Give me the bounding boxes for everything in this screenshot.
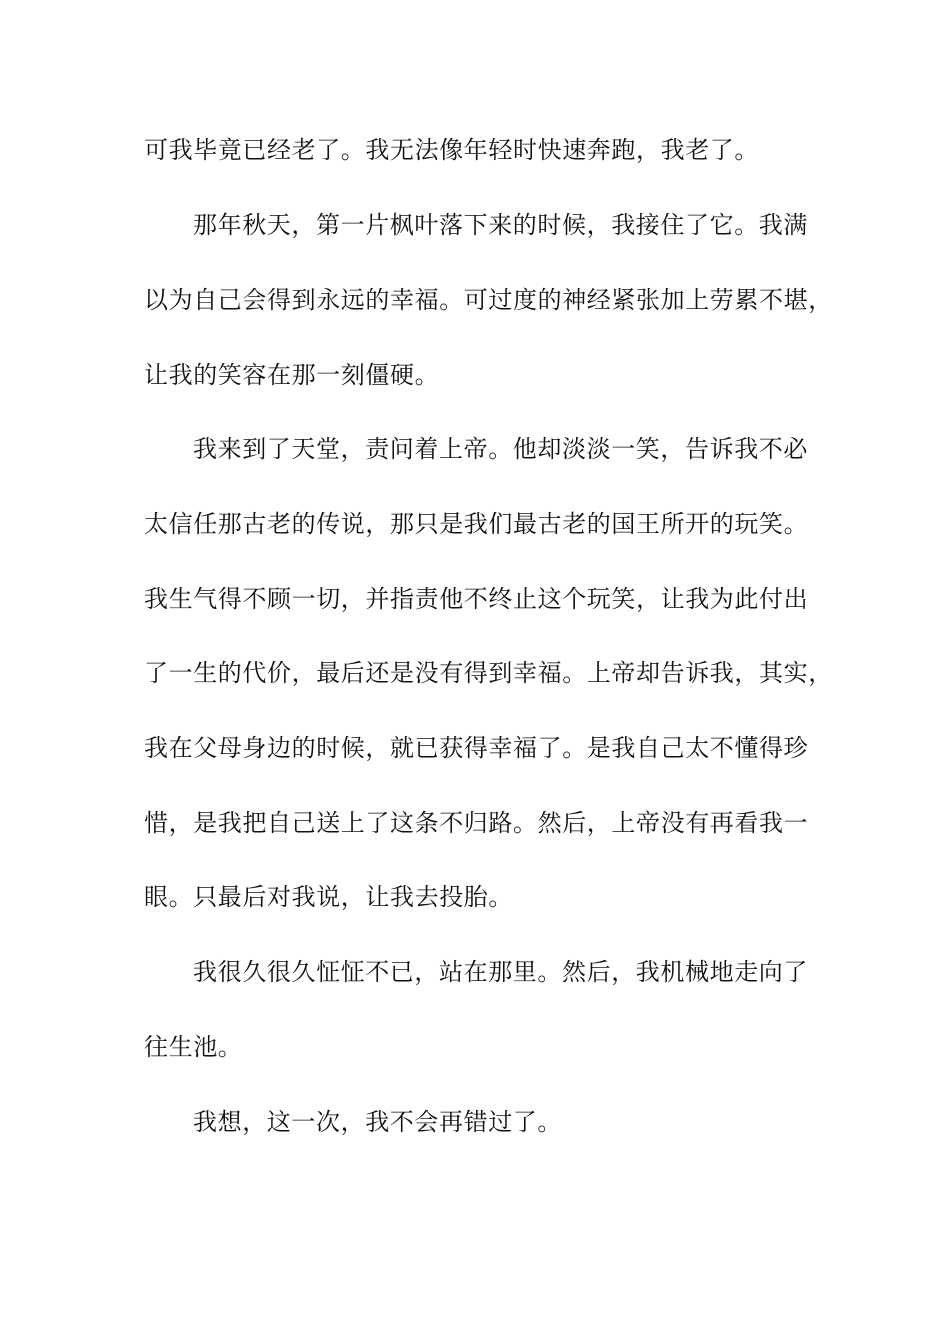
- text-line-13: 往生池。: [144, 1033, 243, 1061]
- text-line-9: 我在父母身边的时候，就已获得幸福了。是我自己太不懂得珍: [144, 734, 809, 762]
- text-line-2: 那年秋天，第一片枫叶落下来的时候，我接住了它。我满: [193, 211, 808, 239]
- text-line-14: 我想，这一次，我不会再错过了。: [193, 1108, 562, 1136]
- text-line-3: 以为自己会得到永远的幸福。可过度的神经紧张加上劳累不堪，: [144, 286, 833, 314]
- text-line-11: 眼。只最后对我说，让我去投胎。: [144, 883, 513, 911]
- text-line-6: 太信任那古老的传说，那只是我们最古老的国王所开的玩笑。: [144, 510, 809, 538]
- text-line-8: 了一生的代价，最后还是没有得到幸福。上帝却告诉我，其实，: [144, 659, 833, 687]
- text-line-1: 可我毕竟已经老了。我无法像年轻时快速奔跑，我老了。: [144, 136, 759, 164]
- text-line-10: 惜，是我把自己送上了这条不归路。然后，上帝没有再看我一: [144, 809, 809, 837]
- text-line-4: 让我的笑容在那一刻僵硬。: [144, 361, 440, 389]
- text-line-12: 我很久很久怔怔不已，站在那里。然后，我机械地走向了: [193, 958, 808, 986]
- text-line-7: 我生气得不顾一切，并指责他不终止这个玩笑，让我为此付出: [144, 585, 809, 613]
- text-line-5: 我来到了天堂，责问着上帝。他却淡淡一笑，告诉我不必: [193, 435, 808, 463]
